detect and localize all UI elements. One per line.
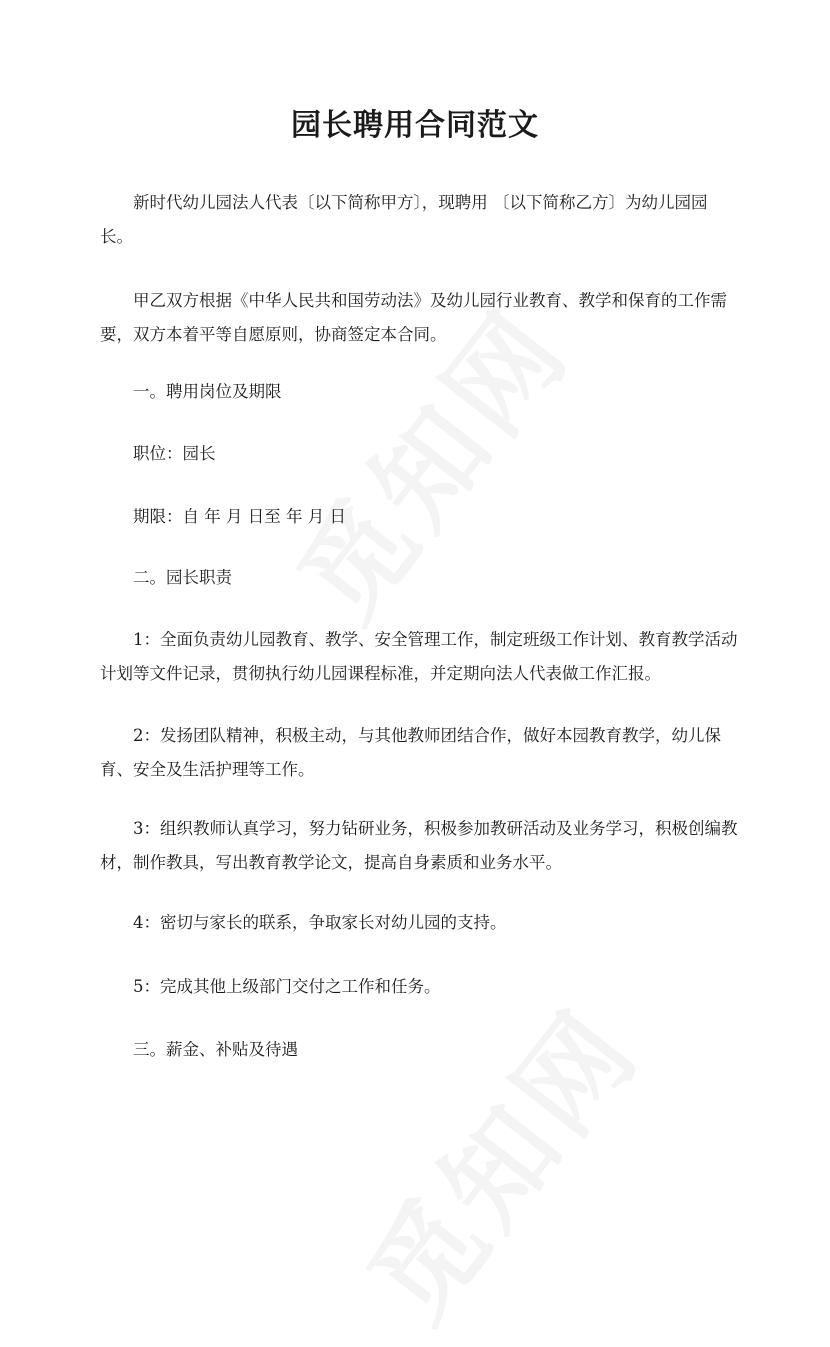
section-heading-3: 三。薪金、补贴及待遇 <box>133 1040 298 1059</box>
duty-item-5: 5：完成其他上级部门交付之工作和任务。 <box>133 977 441 996</box>
duty-item-4: 4：密切与家长的联系，争取家长对幼儿园的支持。 <box>133 913 507 932</box>
paragraph-basis: 甲乙双方根据《中华人民共和国劳动法》及幼儿园行业教育、教学和保育的工作需要，双方本着平等自愿原则，协商签定本合同。 <box>100 291 727 344</box>
duty-item-3: 3：组织教师认真学习，努力钻研业务，积极参加教研活动及业务学习，积极创编教材，制作教具，写出教育教学论文，提高自身素质和业务水平。 <box>100 819 738 872</box>
paragraph-position: 职位：园长 <box>133 444 216 463</box>
watermark-text <box>326 971 668 1347</box>
section-heading-2: 二。园长职责 <box>133 568 232 587</box>
document-title: 园长聘用合同范文 <box>291 108 539 143</box>
duty-item-2: 2：发扬团队精神，积极主动，与其他教师团结合作，做好本园教育教学，幼儿保育、安全及生活护理等工作。 <box>100 726 721 779</box>
section-heading-1: 一。聘用岗位及期限 <box>133 382 282 401</box>
paragraph-intro: 新时代幼儿园法人代表〔以下简称甲方〕，现聘用 〔以下简称乙方〕为幼儿园园长。 <box>100 193 708 246</box>
paragraph-term: 期限：自 年 月 日至 年 月 日 <box>133 507 346 526</box>
duty-item-1: 1：全面负责幼儿园教育、教学、安全管理工作，制定班级工作计划、教育教学活动计划等文件记录，贯彻执行幼儿园课程标准，并定期向法人代表做工作汇报。 <box>100 630 738 683</box>
